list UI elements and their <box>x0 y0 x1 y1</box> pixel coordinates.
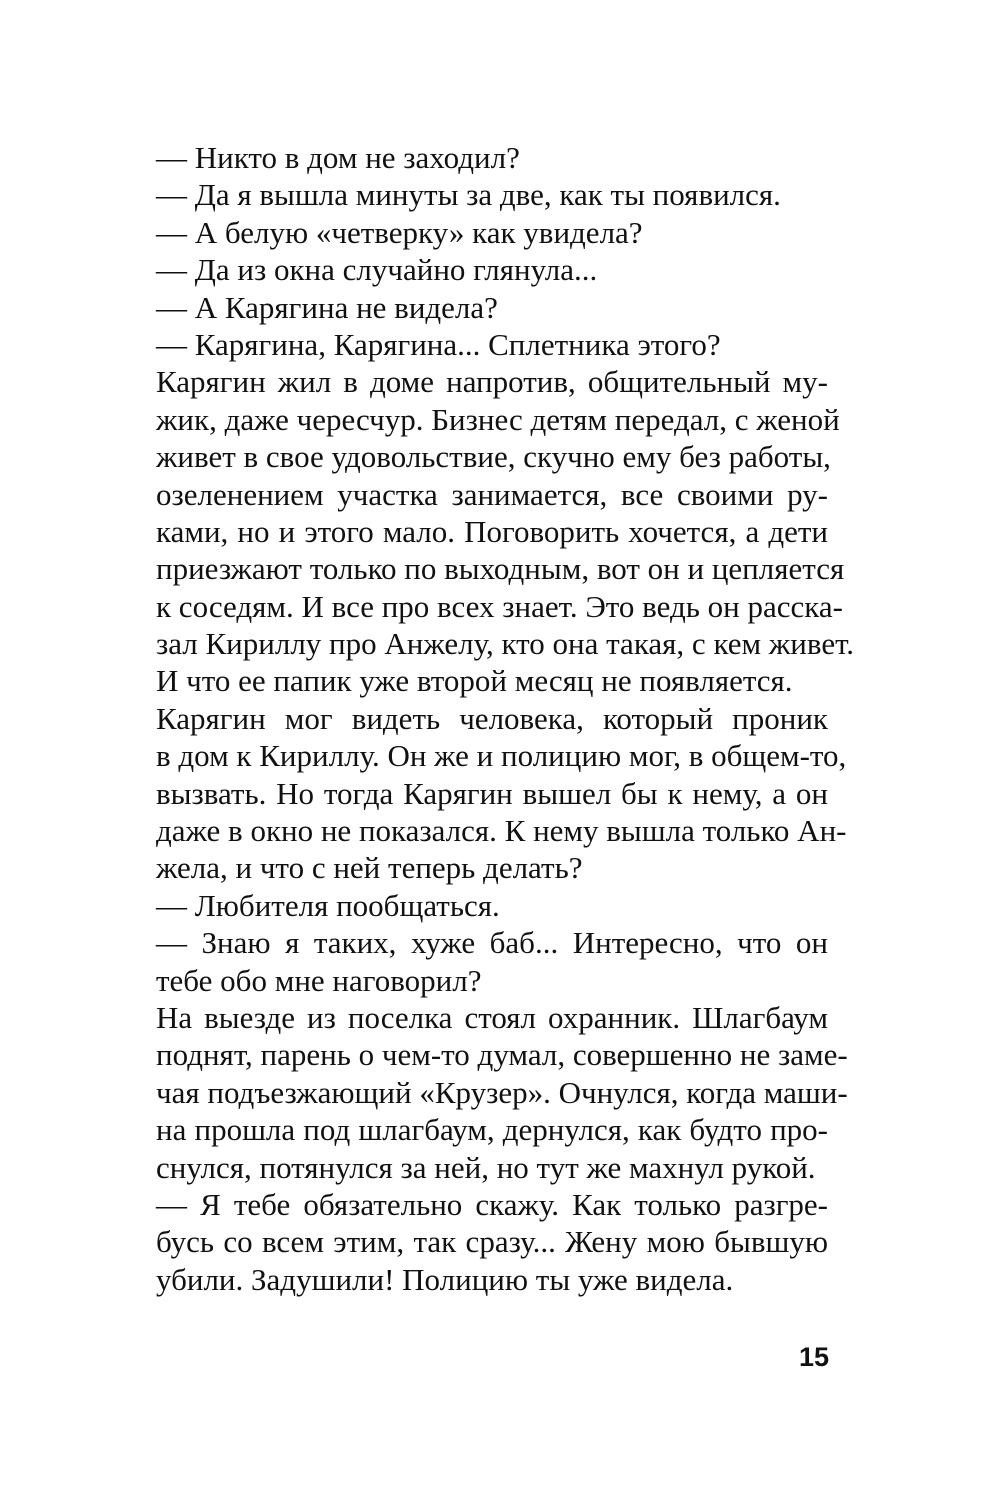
text-line: чая подъезжающий «Крузер». Очнулся, когда маши- <box>156 1074 848 1110</box>
page-body-text <box>156 139 855 1298</box>
text-line: бусь со всем этим, так сразу... Жену мою бывшую <box>156 1224 828 1260</box>
text-line: убили. Задушили! Полицию ты уже видела. <box>156 1261 734 1297</box>
text-line: жела, и что с ней теперь делать? <box>156 850 583 886</box>
text-line: — А Карягина не видела? <box>156 289 498 325</box>
text-line: озеленением участка занимается, все своими ру- <box>156 476 828 512</box>
text-line: поднят, парень о чем-то думал, совершенно не заме- <box>156 1037 848 1073</box>
page-number: 15 <box>798 1342 829 1372</box>
text-line: — Я тебе обязательно скажу. Как только разгре- <box>156 1186 828 1222</box>
text-line: даже в окно не показался. К нему вышла только Ан- <box>156 813 847 849</box>
text-line: ками, но и этого мало. Поговорить хочется, а дети <box>156 513 828 549</box>
text-line: Карягин мог видеть человека, который проник <box>156 700 828 736</box>
text-line: живет в свое удовольствие, скучно ему без работы, <box>156 439 831 475</box>
text-line: на прошла под шлагбаум, дернулся, как будто про- <box>156 1112 828 1148</box>
text-line: жик, даже чересчур. Бизнес детям передал, с женой <box>156 401 840 437</box>
text-line: снулся, потянулся за ней, но тут же махнул рукой. <box>156 1149 816 1185</box>
text-line: — А белую «четверку» как увидела? <box>156 214 643 250</box>
text-line: в дом к Кириллу. Он же и полицию мог, в общем-то, <box>156 738 847 774</box>
text-line: — Никто в дом не заходил? <box>156 140 520 175</box>
text-line: приезжают только по выходным, вот он и цепляется <box>156 551 845 587</box>
text-line: И что ее папик уже второй месяц не появляется. <box>156 663 793 699</box>
text-line: — Любителя пообщаться. <box>156 887 500 923</box>
text-line: — Знаю я таких, хуже баб... Интересно, что он <box>156 925 828 961</box>
text-line: тебе обо мне наговорил? <box>156 962 482 998</box>
text-line: — Да из окна случайно глянула... <box>156 252 598 288</box>
text-line: вызвать. Но тогда Карягин вышел бы к нему, а он <box>156 775 828 811</box>
text-line: — Карягина, Карягина... Сплетника этого? <box>156 326 721 362</box>
text-line: На выезде из поселка стоял охранник. Шлагбаум <box>156 999 828 1035</box>
text-line: к соседям. И все про всех знает. Это ведь он расска- <box>156 588 843 624</box>
text-line: Карягин жил в доме напротив, общительный му- <box>156 364 828 400</box>
text-line: — Да я вышла минуты за две, как ты появился. <box>156 177 781 213</box>
text-line: зал Кириллу про Анжелу, кто она такая, с кем живет. <box>156 626 855 662</box>
